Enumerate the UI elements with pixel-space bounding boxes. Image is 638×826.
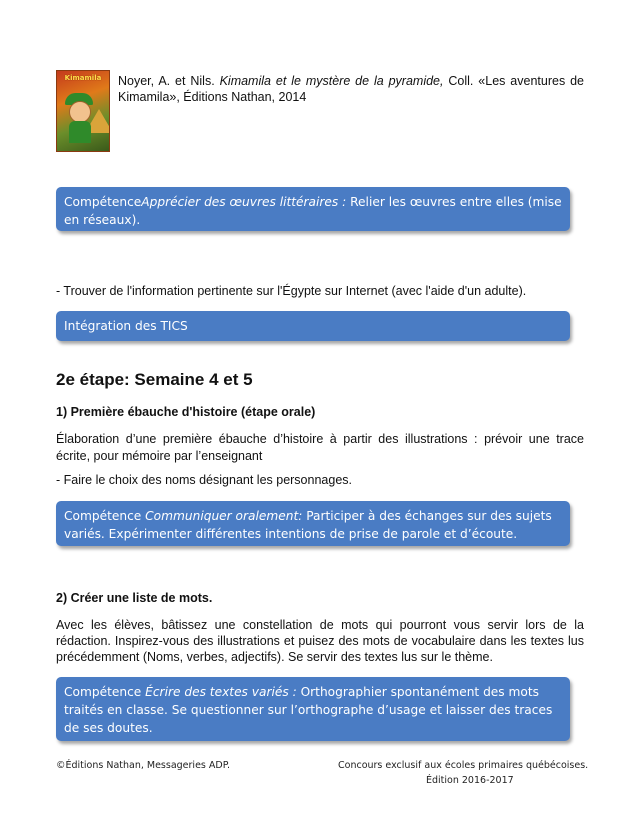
reference-authors: Noyer, A. et Nils. [118, 74, 215, 88]
reference-collection: Coll. «Les aventures de Kimamila», Éditions Nathan, 2014 [118, 74, 584, 104]
competence-title: Écrire des textes variés : [145, 685, 297, 699]
stage-heading: 2e étape: Semaine 4 et 5 [56, 370, 253, 389]
names-instruction: - Faire le choix des noms désignant les personnages. [56, 473, 352, 487]
competence-label: Compétence [64, 509, 142, 523]
subsection-heading-draft: 1) Première ébauche d'histoire (étape orale) [56, 405, 316, 419]
competence-title: Apprécier des œuvres littéraires : [141, 195, 347, 209]
draft-paragraph: Élaboration d’une première ébauche d’histoire à partir des illustrations : prévoir une trace écrite, pour mémoire par l’enseignant [56, 432, 584, 463]
competence-label: Compétence [64, 685, 142, 699]
tics-integration-box [56, 311, 570, 341]
tics-label: Intégration des TICS [64, 319, 188, 333]
competence-text: Participer à des échanges sur des sujets variés. Expérimenter différentes intentions de prise de parole et d’écoute. [64, 509, 552, 541]
tic-instruction: - Trouver de l'information pertinente sur l'Égypte sur Internet (avec l'aide d'un adulte). [56, 284, 527, 298]
competence-label: Compétence [64, 195, 142, 209]
reference-title: Kimamila et le mystère de la pyramide, [219, 74, 444, 88]
footer-contest: Concours exclusif aux écoles primaires québécoises. [338, 760, 589, 771]
book-reference [118, 73, 584, 105]
competence-box-writing [56, 677, 570, 741]
footer-edition: Édition 2016-2017 [426, 775, 514, 786]
competence-box-oral [56, 501, 570, 546]
character-body [69, 121, 91, 143]
footer-copyright: ©Éditions Nathan, Messageries ADP. [56, 760, 230, 771]
subsection-heading-words: 2) Créer une liste de mots. [56, 591, 213, 605]
competence-text: Relier les œuvres entre elles (mise en réseaux). [64, 195, 562, 227]
cover-title: Kimamila [64, 74, 102, 82]
book-cover-image [56, 70, 110, 152]
character-head [69, 101, 91, 123]
competence-box-appreciate [56, 187, 570, 231]
competence-title: Communiquer oralement: [145, 509, 303, 523]
word-list-paragraph: Avec les élèves, bâtissez une constellation de mots qui pourront vous servir lors de la rédaction. Inspirez-vous des illustrations et puisez des mots de vocabulaire dans les textes lus précédemment (Noms, verbes, adjectifs). Se servir des textes lus sur le thème. [56, 618, 584, 664]
competence-text: Orthographier spontanément des mots traités en classe. Se questionner sur l’orthographe d’usage et laisser des traces de ses doutes. [64, 685, 553, 735]
